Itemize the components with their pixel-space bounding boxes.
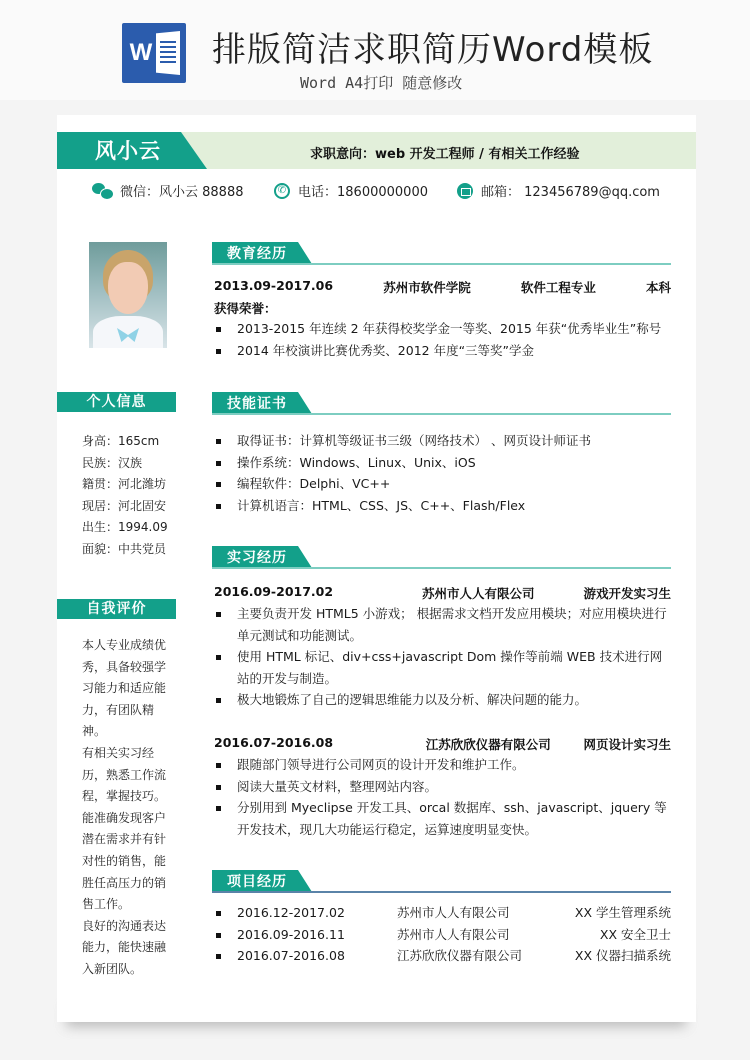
job-company: 江苏欣欣仪器有限公司 [425,737,551,752]
list-item: 2014 年校演讲比赛优秀奖、2012 年度“三等奖”学金 [214,340,674,362]
info-residence: 现居：河北固安 [82,498,167,513]
skills-heading [212,392,671,414]
phone-text: 电话：18600000000 [298,185,428,200]
job-row [214,584,671,602]
self-eval-heading: 自我评价 [57,599,176,619]
education-major: 软件工程专业 [520,280,596,295]
info-political: 面貌：中共党员 [82,541,167,556]
email-text: 邮箱： 123456789@qq.com [481,185,660,200]
list-item: 阅读大量英文材料，整理网站内容。 [214,776,674,798]
internship-title: 实习经历 [227,550,287,566]
education-title: 教育经历 [227,246,287,262]
template-banner [0,0,750,100]
self-eval-text [82,635,174,981]
banner-title: 排版简洁求职简历Word模板 [212,30,654,70]
candidate-name: 风小云 [95,139,161,163]
job-period: 2016.07-2016.08 [214,735,334,750]
phone-icon: ✆ [274,183,290,199]
wechat-text: 微信：风小云 88888 [120,185,244,200]
projects-heading [212,870,671,892]
profile-photo [89,242,167,348]
honors-list [214,318,674,361]
job-bullets [214,603,674,711]
job-role: 网页设计实习生 [583,737,671,752]
project-period: 2016.09-2016.11 [237,926,345,942]
education-heading [212,242,671,264]
resume-page [57,115,696,1022]
job-company: 苏州市人人有限公司 [422,586,535,601]
list-item: 取得证书：计算机等级证书三级（网络技术） 、网页设计师证书 [214,430,674,452]
word-logo-letter: W [126,33,156,73]
contact-phone [274,181,428,200]
education-degree: 本科 [645,280,671,295]
education-period: 2013.09-2017.06 [214,278,334,293]
self-eval-paragraph: 本人专业成绩优秀，具备较强学习能力和适应能力，有团队精神。 [82,638,167,739]
info-birth: 出生：1994.09 [82,520,168,534]
contact-wechat [92,181,244,200]
job-intent: 求职意向：web 开发工程师 / 有相关工作经验 [310,147,580,162]
personal-info-heading: 个人信息 [57,392,176,412]
list-item: 编程软件：Delphi、VC++ [214,473,674,495]
job-role: 游戏开发实习生 [583,586,671,601]
self-eval-paragraph: 有相关实习经历，熟悉工作流程，掌握技巧。 [82,745,167,804]
list-item: 2013-2015 年连续 2 年获得校奖学金一等奖、2015 年获“优秀毕业生”称号 [214,318,674,340]
list-item: 主要负责开发 HTML5 小游戏； 根据需求文档开发应用模块；对应用模块进行单元测试和功能测试。 [214,603,674,646]
projects-title: 项目经历 [227,874,287,890]
list-item: 计算机语言：HTML、CSS、JS、C++、Flash/Flex [214,495,674,517]
project-period: 2016.07-2016.08 [237,948,345,963]
job-row [214,735,671,753]
projects-list [214,902,671,967]
info-height: 身高：165cm [82,434,160,448]
banner-subtitle: Word A4打印 随意修改 [300,74,463,92]
skills-list [214,430,674,516]
education-row [214,278,671,296]
education-school: 苏州市软件学院 [383,280,471,295]
self-eval-paragraph: 能准确发现客户潜在需求并有针对性的销售，能胜任高压力的销售工作。 [82,810,167,912]
project-name: XX 仪器扫描系统 [574,948,671,963]
list-item: 操作系统：Windows、Linux、Unix、iOS [214,452,674,474]
list-item: 分别用到 Myeclipse 开发工具、orcal 数据库、ssh、javascript、jquery 等开发技术，现几大功能运行稳定，运算速度明显变快。 [214,797,674,840]
mail-icon [457,183,473,199]
wechat-icon [92,183,112,199]
project-period: 2016.12-2017.02 [237,905,345,920]
self-eval-paragraph: 良好的沟通表达能力，能快速融入新团队。 [82,918,167,976]
job-period: 2016.09-2017.02 [214,584,334,599]
personal-info-list [82,431,168,560]
job-bullets [214,754,674,840]
honors-label: 获得荣誉： [214,301,277,316]
skills-title: 技能证书 [227,396,287,412]
project-row [214,945,671,967]
list-item: 极大地锻炼了自己的逻辑思维能力以及分析、解决问题的能力。 [214,689,674,711]
info-hometown: 籍贯：河北潍坊 [82,477,167,491]
info-ethnicity: 民族：汉族 [82,455,143,470]
list-item: 跟随部门领导进行公司网页的设计开发和维护工作。 [214,754,674,776]
project-company: 苏州市人人有限公司 [397,905,510,920]
project-name: XX 安全卫士 [599,926,671,942]
project-company: 江苏欣欣仪器有限公司 [397,948,523,963]
project-row [214,924,671,946]
project-row [214,902,671,924]
project-company: 苏州市人人有限公司 [397,926,510,942]
internship-heading [212,546,671,568]
contact-email [457,181,660,200]
word-icon [122,23,186,83]
list-item: 使用 HTML 标记、div+css+javascript Dom 操作等前端 WEB 技术进行网站的开发与制造。 [214,646,674,689]
project-name: XX 学生管理系统 [574,905,671,920]
